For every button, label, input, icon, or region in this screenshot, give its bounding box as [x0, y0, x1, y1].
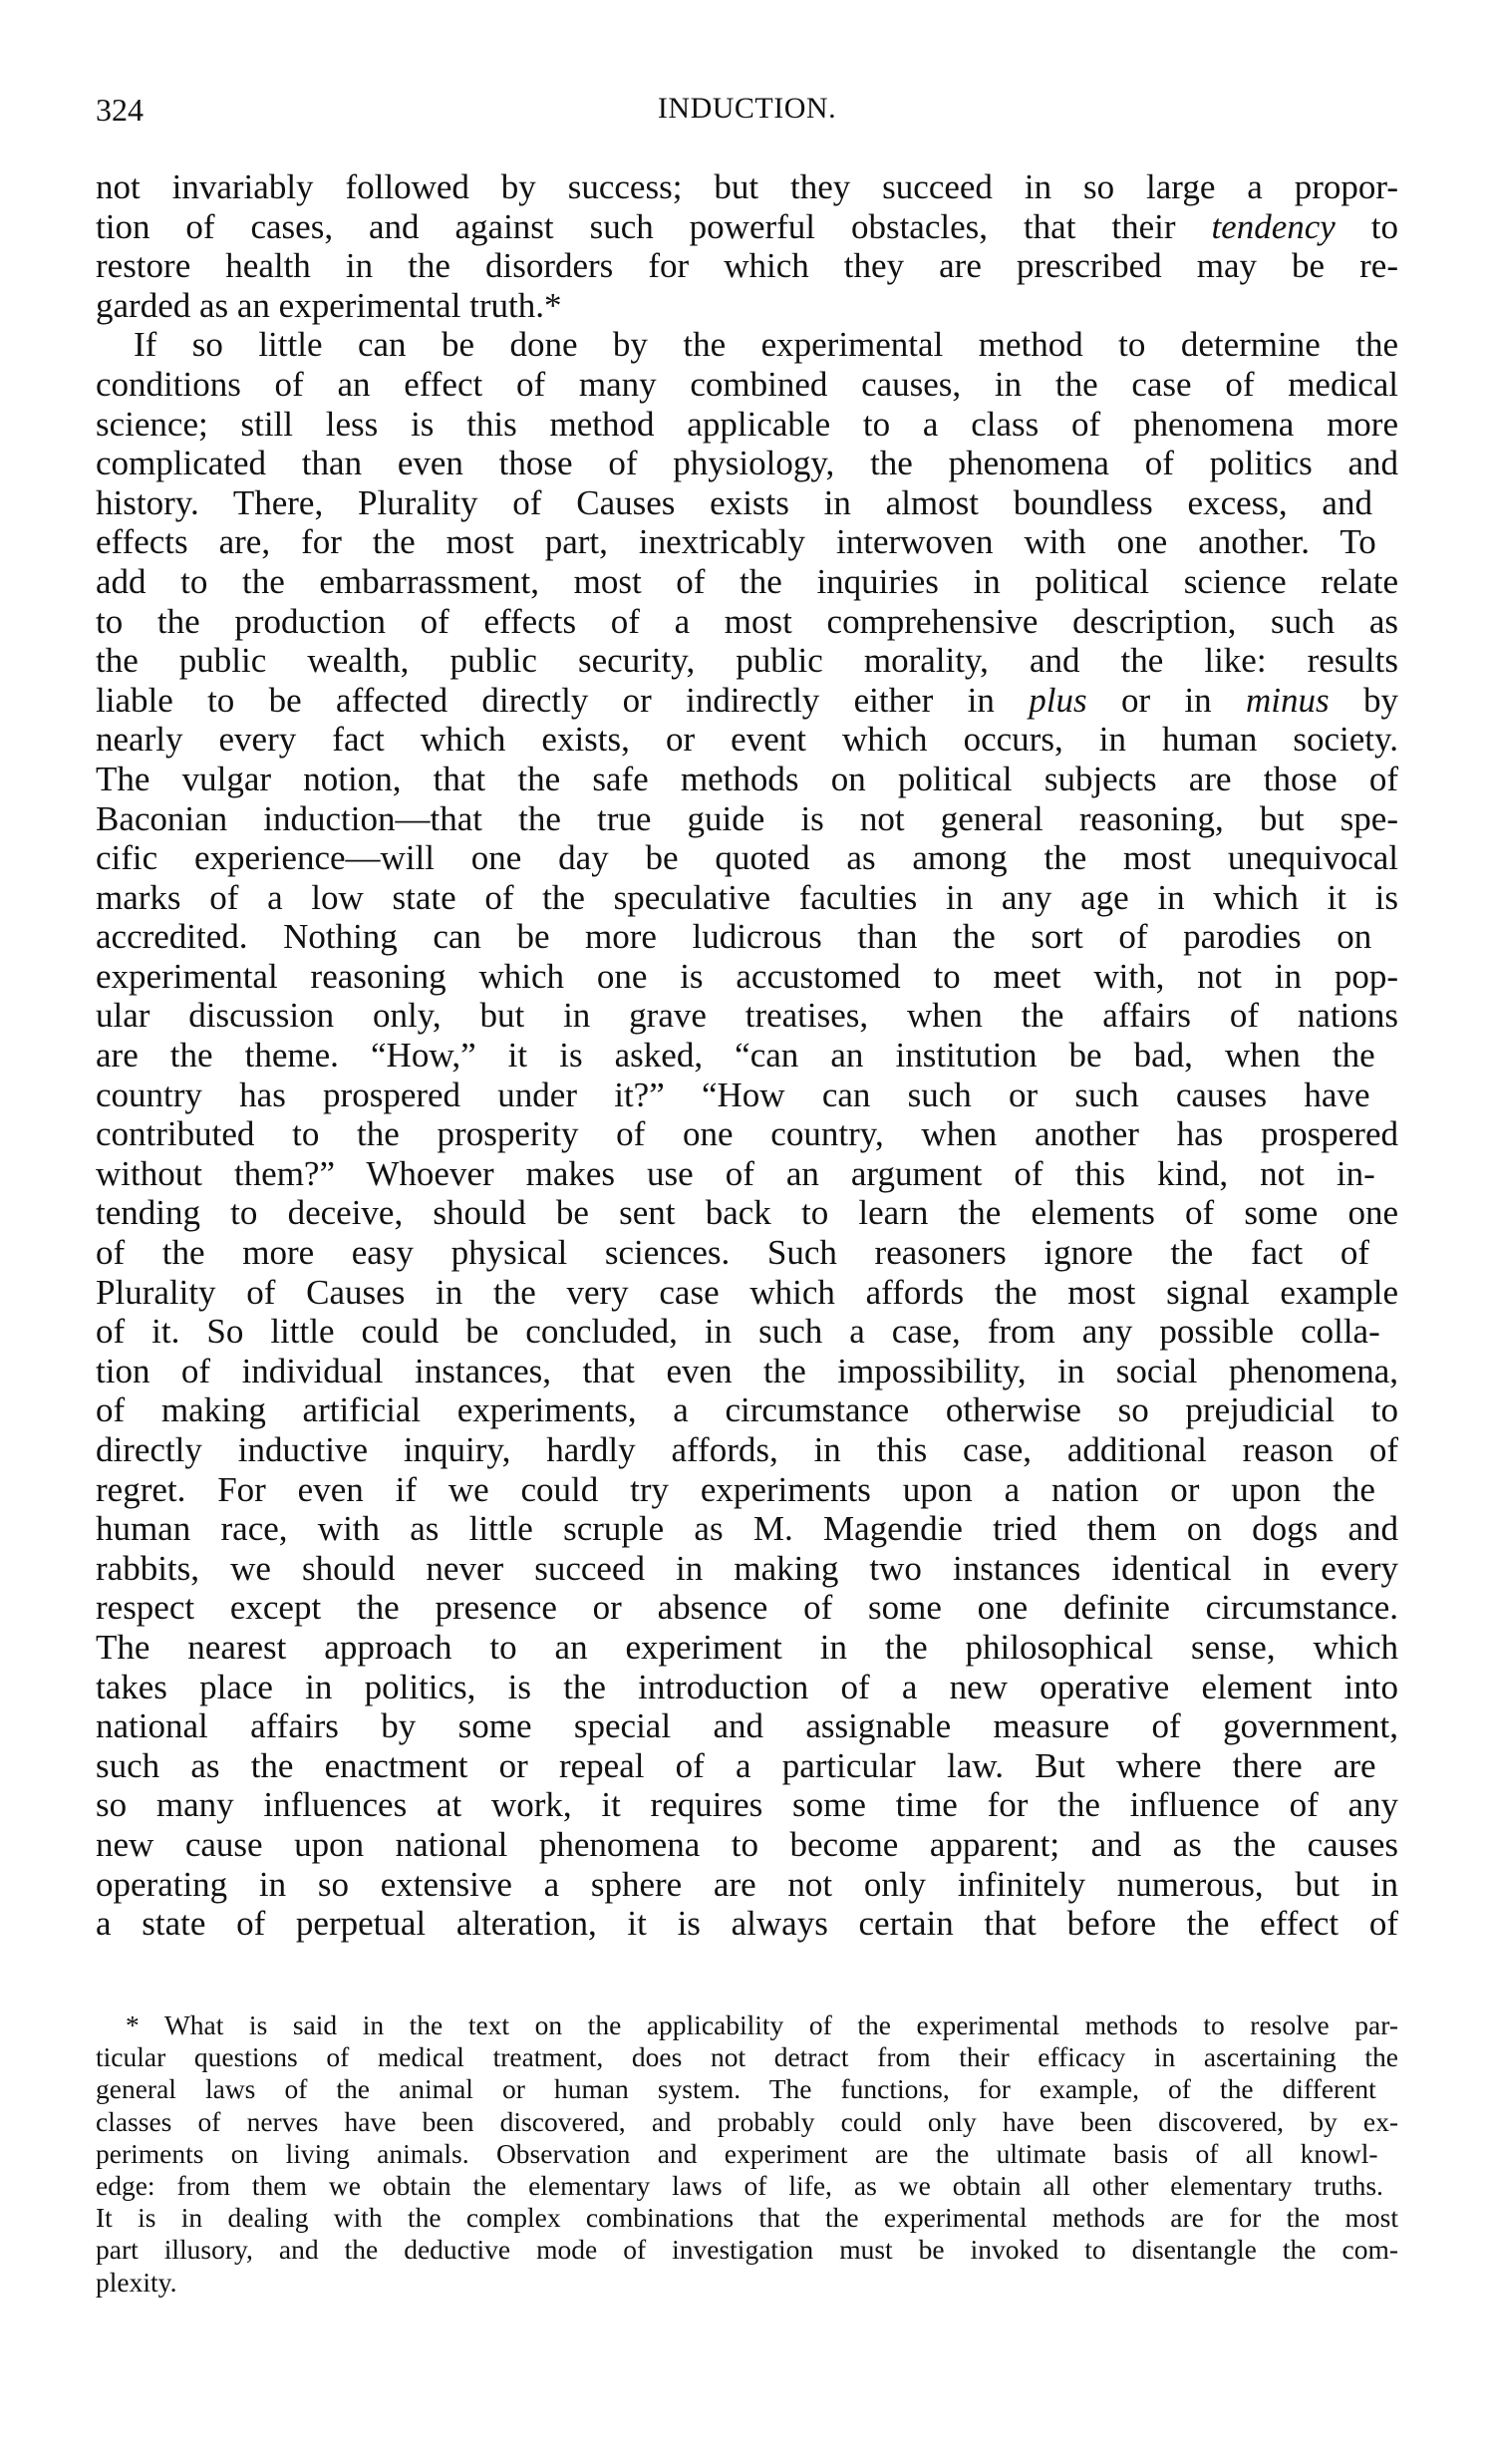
- text-line: [96, 1865, 1398, 1905]
- text-segment: human race, with as little scruple as M. Magendie tried them on dogs and: [96, 1509, 1398, 1549]
- text-segment: contributed to the prosperity of one country, when another has prospered: [96, 1114, 1398, 1154]
- text-segment: of it. So little could be concluded, in such a case, from any possible colla-: [96, 1312, 1380, 1352]
- text-line: [96, 996, 1398, 1036]
- text-line: [96, 1233, 1398, 1273]
- text-segment: operating in so extensive a sphere are not only infinitely numerous, but in: [96, 1864, 1398, 1904]
- text-segment: effects are, for the most part, inextricably interwoven with one another. To: [96, 522, 1376, 562]
- italic-text: minus: [1246, 680, 1330, 720]
- text-line: [96, 1706, 1398, 1746]
- text-line: [96, 1036, 1398, 1076]
- text-segment: history. There, Plurality of Causes exists in almost boundless excess, and: [96, 482, 1372, 522]
- text-line: [96, 681, 1398, 721]
- text-line: [96, 602, 1398, 642]
- text-segment: conditions of an effect of many combined causes, in the case of medical: [96, 364, 1398, 404]
- text-segment: marks of a low state of the speculative faculties in any age in which it is: [96, 877, 1398, 917]
- text-line: [96, 405, 1398, 445]
- text-segment: experimental reasoning which one is accustomed to meet with, not in pop-: [96, 956, 1398, 996]
- text-segment: to: [1335, 206, 1398, 246]
- footnote-line: [96, 2234, 1398, 2266]
- text-segment: science; still less is this method applicable to a class of phenomena more: [96, 404, 1398, 444]
- text-line: [96, 1628, 1398, 1668]
- italic-text: plus: [1029, 680, 1087, 720]
- text-line: [96, 444, 1398, 483]
- text-segment: If so little can be done by the experimental method to determine the: [134, 325, 1398, 365]
- text-segment: liable to be affected directly or indirectly either in: [96, 680, 1030, 720]
- text-line: [96, 286, 1398, 326]
- text-line: [96, 1193, 1398, 1233]
- text-segment: respect except the presence or absence of some one definite circumstance.: [96, 1588, 1398, 1628]
- footnote-line: [96, 2009, 1398, 2041]
- text-line: [96, 1390, 1398, 1430]
- text-line: [96, 1668, 1398, 1707]
- text-segment: tion of individual instances, that even the impossibility, in social phenomena,: [96, 1351, 1398, 1390]
- text-segment: country has prospered under it?” “How can such or such causes have: [96, 1075, 1370, 1114]
- text-line: [96, 917, 1398, 957]
- footnote: [96, 2009, 1398, 2299]
- text-line: [96, 1588, 1398, 1628]
- text-line: [96, 325, 1398, 365]
- text-segment: without them?” Whoever makes use of an argument of this kind, not in-: [96, 1153, 1375, 1193]
- text-segment: The vulgar notion, that the safe methods on political subjects are those of: [96, 759, 1398, 798]
- text-line: [96, 1825, 1398, 1865]
- text-segment: by: [1329, 680, 1398, 720]
- text-segment: classes of nerves have been discovered, and probably could only have been discovered, by ex-: [96, 2105, 1398, 2137]
- text-segment: regret. For even if we could try experiments upon a nation or upon the: [96, 1469, 1375, 1509]
- text-line: [96, 167, 1398, 207]
- footnote-line: [96, 2041, 1398, 2073]
- text-segment: new cause upon national phenomena to become apparent; and as the causes: [96, 1824, 1398, 1864]
- text-line: [96, 641, 1398, 681]
- text-segment: directly inductive inquiry, hardly affords, in this case, additional reason of: [96, 1430, 1398, 1469]
- text-segment: the public wealth, public security, public morality, and the like: results: [96, 641, 1398, 681]
- text-segment: Baconian induction—that the true guide is not general reasoning, but spe-: [96, 798, 1398, 838]
- text-line: [96, 1273, 1398, 1313]
- text-line: [96, 522, 1398, 562]
- italic-text: tendency: [1211, 206, 1336, 246]
- body-text: [96, 167, 1398, 1944]
- footnote-line: [96, 2106, 1398, 2138]
- text-segment: add to the embarrassment, most of the inquiries in political science relate: [96, 561, 1398, 601]
- text-line: [96, 1785, 1398, 1825]
- text-line: [96, 483, 1398, 523]
- text-line: [96, 1470, 1398, 1510]
- text-segment: such as the enactment or repeal of a particular law. But where there are: [96, 1745, 1376, 1785]
- text-segment: takes place in politics, is the introduction of a new operative element into: [96, 1667, 1398, 1706]
- text-line: [96, 799, 1398, 839]
- text-segment: so many influences at work, it requires some time for the influence of any: [96, 1785, 1398, 1825]
- page-number: 324: [96, 92, 144, 128]
- text-segment: It is in dealing with the complex combinations that the experimental methods are for the most: [96, 2202, 1398, 2234]
- text-line: [96, 760, 1398, 799]
- text-line: [96, 720, 1398, 760]
- text-segment: not invariably followed by success; but they succeed in so large a propor-: [96, 167, 1398, 206]
- text-segment: * What is said in the text on the applicability of the experimental methods to resolve par-: [126, 2009, 1398, 2040]
- text-segment: Plurality of Causes in the very case which affords the most signal example: [96, 1272, 1398, 1312]
- text-line: [96, 1154, 1398, 1194]
- text-segment: The nearest approach to an experiment in the philosophical sense, which: [96, 1627, 1398, 1667]
- text-segment: rabbits, we should never succeed in making two instances identical in every: [96, 1548, 1398, 1588]
- text-line: [96, 838, 1398, 878]
- footnote-line: [96, 2202, 1398, 2234]
- text-segment: ticular questions of medical treatment, does not detract from their efficacy in ascertaining the: [96, 2041, 1398, 2073]
- text-segment: tending to deceive, should be sent back to learn the elements of some one: [96, 1193, 1398, 1233]
- text-segment: or in: [1086, 680, 1247, 720]
- text-segment: tion of cases, and against such powerful obstacles, that their: [96, 206, 1212, 246]
- text-segment: cific experience—will one day be quoted as among the most unequivocal: [96, 838, 1398, 878]
- text-segment: complicated than even those of physiology, the phenomena of politics and: [96, 444, 1398, 483]
- text-segment: periments on living animals. Observation and experiment are the ultimate basis of all knowl-: [96, 2137, 1378, 2169]
- text-line: [96, 1352, 1398, 1391]
- footnote-line: [96, 2073, 1398, 2105]
- text-segment: accredited. Nothing can be more ludicrous than the sort of parodies on: [96, 917, 1372, 957]
- text-line: [96, 1312, 1398, 1352]
- running-title: [0, 92, 1490, 126]
- text-line: [96, 1746, 1398, 1786]
- text-segment: general laws of the animal or human system. The functions, for example, of the different: [96, 2073, 1376, 2105]
- text-line: [96, 246, 1398, 286]
- text-segment: nearly every fact which exists, or event which occurs, in human society.: [96, 720, 1398, 760]
- text-segment: national affairs by some special and assignable measure of government,: [96, 1706, 1398, 1746]
- text-line: [96, 1549, 1398, 1589]
- footnote-line: [96, 2170, 1398, 2202]
- text-segment: restore health in the disorders for which they are prescribed may be re-: [96, 246, 1398, 286]
- running-title-text: INDUCTION.: [657, 92, 837, 125]
- text-segment: part illusory, and the deductive mode of investigation must be invoked to disentangle the com-: [96, 2234, 1398, 2266]
- text-segment: ular discussion only, but in grave treatises, when the affairs of nations: [96, 996, 1398, 1036]
- text-segment: plexity.: [96, 2266, 177, 2298]
- text-segment: are the theme. “How,” it is asked, “can an institution be bad, when the: [96, 1036, 1375, 1076]
- text-line: [96, 365, 1398, 405]
- text-line: [96, 957, 1398, 997]
- text-segment: of making artificial experiments, a circumstance otherwise so prejudicial to: [96, 1390, 1398, 1430]
- text-line: [96, 562, 1398, 602]
- footnote-line: [96, 2138, 1398, 2170]
- text-line: [96, 878, 1398, 918]
- text-segment: a state of perpetual alteration, it is always certain that before the effect of: [96, 1904, 1398, 1944]
- text-segment: edge: from them we obtain the elementary laws of life, as we obtain all other elementary truths.: [96, 2169, 1383, 2201]
- text-segment: to the production of effects of a most comprehensive description, such as: [96, 601, 1398, 641]
- text-line: [96, 1076, 1398, 1115]
- text-segment: of the more easy physical sciences. Such reasoners ignore the fact of: [96, 1233, 1370, 1273]
- text-line: [96, 1509, 1398, 1549]
- text-line: [96, 1114, 1398, 1154]
- footnote-line: [96, 2267, 1398, 2299]
- text-line: [96, 1430, 1398, 1470]
- text-line: [96, 1904, 1398, 1944]
- text-line: [96, 207, 1398, 247]
- text-segment: garded as an experimental truth.*: [96, 285, 562, 325]
